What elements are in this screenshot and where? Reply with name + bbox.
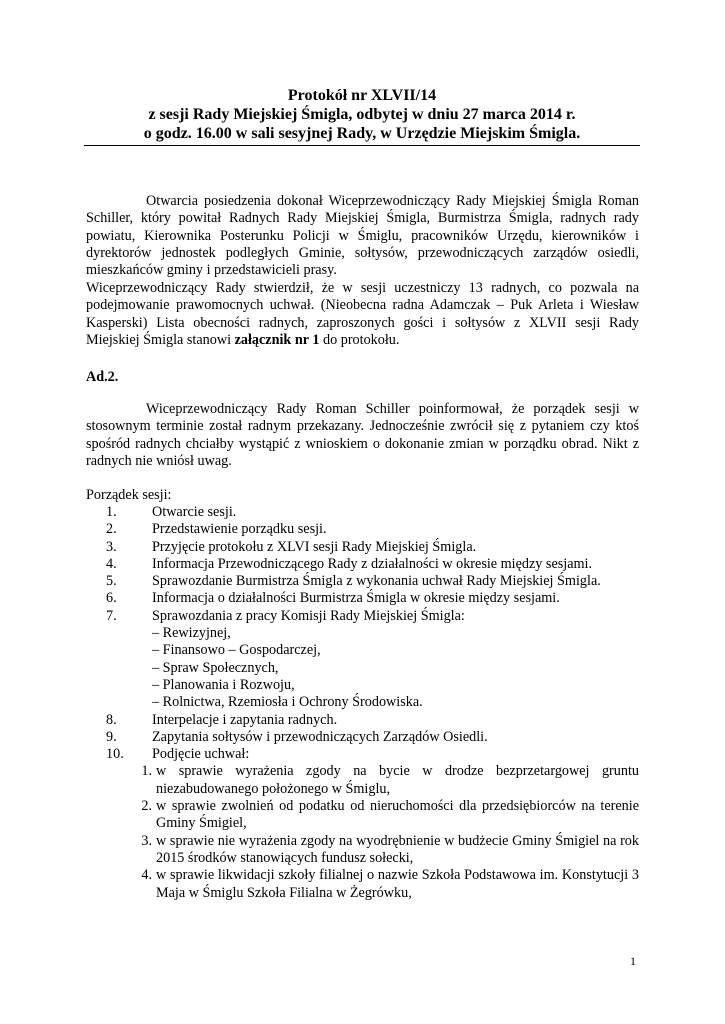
agenda-item-number: 7. [106, 607, 117, 624]
title-underline-divider [84, 145, 640, 146]
agenda-item-text: Informacja o działalności Burmistrza Śmigla w okresie między sesjami. [152, 590, 560, 607]
agenda-item-resolutions [141, 746, 639, 902]
agenda-item-committees [152, 608, 639, 712]
agenda-item-text: Interpelacje i zapytania radnych. [152, 711, 338, 728]
resolution-list [132, 763, 639, 901]
agenda-item-text: Sprawozdanie Burmistrza Śmigla z wykonania uchwał Rady Miejskiej Śmigla. [152, 573, 601, 590]
section-heading-ad2: Ad.2. [86, 369, 119, 385]
title-line-1: Protokół nr XLVII/14 [287, 87, 437, 104]
intro-paragraph-1: Otwarcia posiedzenia dokonał Wiceprzewodniczący Rady Miejskiej Śmigla Roman Schiller, który powitał Radnych Rady Miejskiej Śmigla, Burmistrza Śmigla, radnych rady powiatu, Kierownika Posterunku Policji w Śmiglu, pracowników Urzędu, kierowników i dyrektorów jednostek podległych Gminie, sołtysów, przewodniczących zarządów osiedli, mieszkańców gminy i przedstawicieli prasy. [86, 193, 639, 279]
agenda-item-number: 5. [106, 573, 117, 590]
intro-paragraph-2 [86, 280, 639, 349]
agenda-item [86, 608, 639, 712]
agenda-item-text: Przedstawienie porządku sesji. [152, 521, 327, 538]
agenda-item [86, 504, 639, 521]
agenda-item-text: Podjęcie uchwał: [152, 746, 250, 763]
agenda-item-number: 9. [106, 728, 117, 745]
agenda-item [86, 573, 639, 590]
agenda-item-number: 8. [106, 711, 117, 728]
resolution-item [132, 867, 639, 902]
title-line-2: z sesji Rady Miejskiej Śmigla, odbytej w dniu 27 marca 2014 r. [148, 106, 576, 123]
page-number: 1 [630, 954, 636, 968]
intro-paragraph-2-text: Wiceprzewodniczący Rady stwierdził, że w sesji uczestniczy 13 radnych, co pozwala na podejmowanie prawomocnych uchwał. (Nieobecna radna Adamczak – Puk Arleta i Wiesław Kasperski) Lista obecności radnych, zaproszonych gości i sołtysów z XLVII sesji Rady Miejskiej Śmigla stanowi [86, 280, 639, 348]
committee-item: – Planowania i Rozwoju, [152, 676, 295, 693]
agenda-item [86, 521, 639, 538]
resolution-item [132, 833, 639, 868]
agenda-item-number: 4. [106, 555, 117, 572]
committee-item: – Rolnictwa, Rzemiosła i Ochrony Środowiska. [152, 694, 423, 711]
resolution-number: 4. [141, 867, 152, 884]
document-title [84, 86, 640, 143]
committee-item: – Spraw Społecznych, [152, 659, 279, 676]
agenda-item-number: 1. [106, 504, 117, 520]
committee-item: – Finansowo – Gospodarczej, [152, 642, 321, 659]
resolution-item [132, 798, 639, 833]
agenda-list [86, 504, 639, 902]
agenda-item [86, 746, 639, 902]
resolution-number: 2. [141, 798, 152, 815]
resolution-text: w sprawie wyrażenia zgody na bycie w drodze bezprzetargowej gruntu niezabudowanego położonego w Śmiglu, [156, 763, 639, 797]
intro-paragraph-2-end: do protokołu. [319, 331, 400, 348]
agenda-item-number: 2. [106, 521, 117, 538]
resolution-text: w sprawie zwolnień od podatku od nieruchomości dla przedsiębiorców na terenie Gminy Śmigiel, [156, 798, 639, 832]
committee-item: – Rewizyjnej, [152, 625, 231, 642]
resolution-text: w sprawie nie wyrażenia zgody na wyodrębnienie w budżecie Gminy Śmigiel na rok 2015 środków stanowiących fundusz sołecki, [156, 832, 639, 866]
agenda-item-text: Zapytania sołtysów i przewodniczących Zarządów Osiedli. [152, 728, 488, 745]
agenda-item-number: 10. [106, 746, 124, 763]
agenda-item-text: Przyjęcie protokołu z XLVI sesji Rady Miejskiej Śmigla. [152, 538, 477, 555]
agenda-item [86, 539, 639, 556]
attachment-reference: załącznik nr 1 [234, 331, 320, 348]
title-line-3: o godz. 16.00 w sali sesyjnej Rady, w Urzędzie Miejskim Śmigla. [143, 125, 581, 142]
resolution-number: 3. [141, 832, 152, 849]
committee-list [152, 625, 639, 711]
agenda-item-number: 6. [106, 590, 117, 607]
agenda-item-text: Otwarcie sesji. [152, 504, 237, 520]
resolution-text: w sprawie likwidacji szkoły filialnej o nazwie Szkoła Podstawowa im. Konstytucji 3 Maja w Śmiglu Szkoła Filialna w Żegrówku, [156, 867, 639, 901]
agenda-item [86, 729, 639, 746]
resolution-number: 1. [141, 763, 152, 780]
agenda-item [86, 590, 639, 607]
agenda-item-text: Informacja Przewodniczącego Rady z działalności w okresie między sesjami. [152, 555, 593, 572]
resolution-item [132, 763, 639, 798]
agenda-label: Porządek sesji: [86, 487, 172, 503]
agenda-item-number: 3. [106, 538, 117, 555]
ad2-paragraph: Wiceprzewodniczący Rady Roman Schiller poinformował, że porządek sesji w stosownym terminie został radnym przekazany. Jednocześnie zwrócił się z pytaniem czy ktoś spośród radnych chciałby wystąpić z wnioskiem o dokonanie zmian w porządku obrad. Nikt z radnych nie wniósł uwag. [86, 401, 639, 469]
agenda-item [86, 712, 639, 729]
agenda-item [86, 556, 639, 573]
agenda-item-text: Sprawozdania z pracy Komisji Rady Miejskiej Śmigla: [152, 607, 465, 624]
